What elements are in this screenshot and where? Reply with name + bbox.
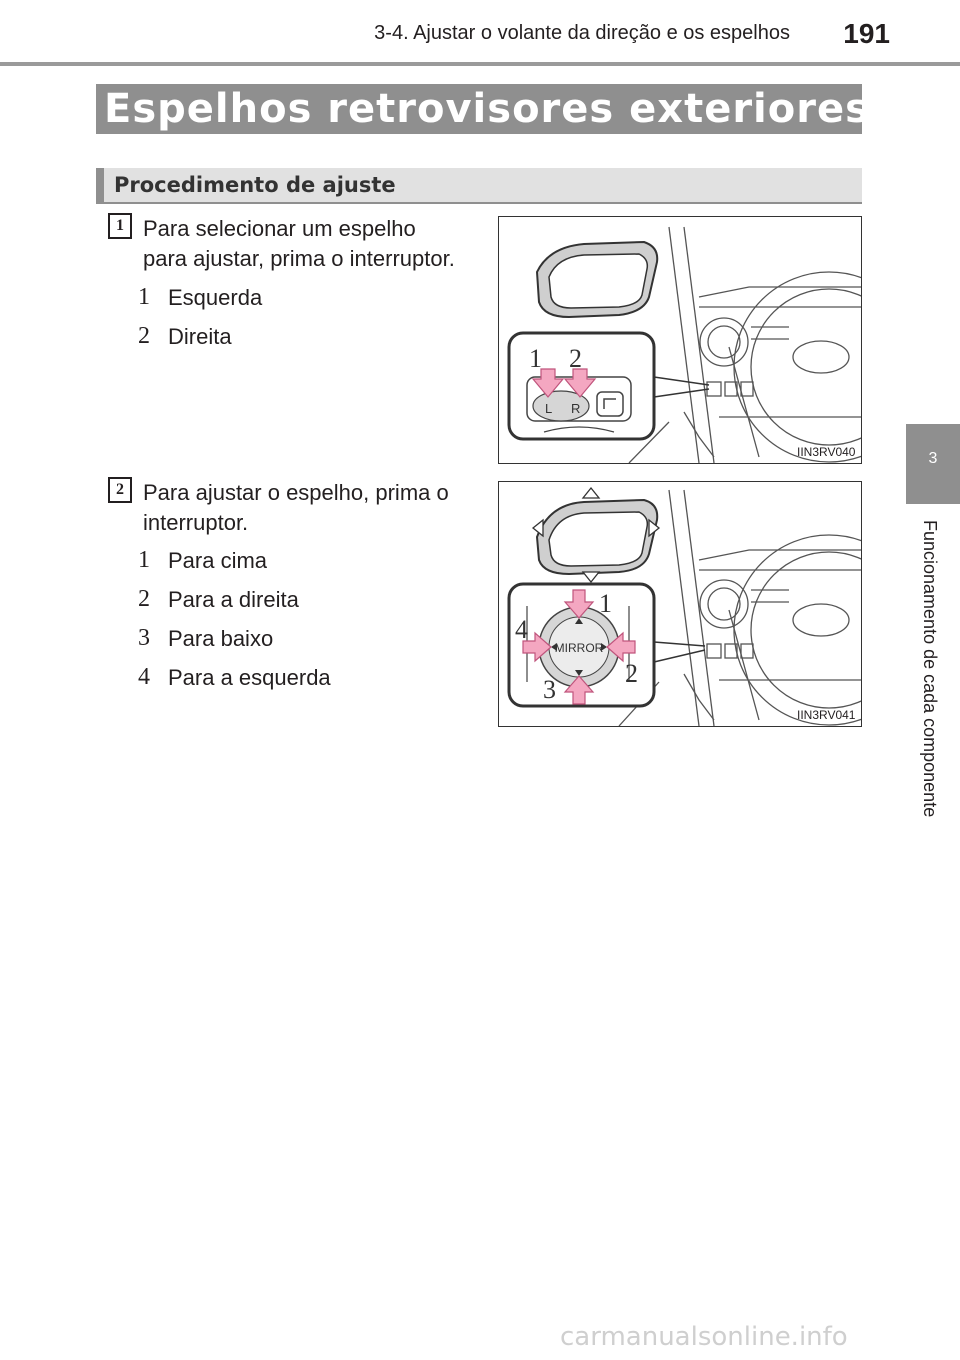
figure-id: IIN3RV040 [797,445,856,459]
chapter-label: Funcionamento de cada componente [920,520,940,818]
step-text-line: interruptor. [143,510,249,535]
section-title: Procedimento de ajuste [114,173,396,197]
list-item-number: 4 [138,664,150,690]
chapter-number: 3 [928,450,938,467]
switch-label-left: L [545,401,553,416]
switch-label-right: R [571,401,581,416]
list-item-label: Para cima [168,548,268,573]
page-number: 191 [843,18,890,49]
step-number-box: 1 [108,213,132,239]
list-item-label: Para a esquerda [168,665,331,690]
figure-mirror-adjust-illustration [499,482,861,726]
step-text-line: Para ajustar o espelho, prima o [143,480,449,505]
callout-number: 4 [515,615,528,644]
step-text-line: Para selecionar um espelho [143,216,416,241]
running-head: 3-4. Ajustar o volante da direção e os espelhos [374,22,790,44]
list-item-number: 2 [138,586,150,612]
step-text-line: para ajustar, prima o interruptor. [143,246,455,271]
list-item-number: 1 [138,547,150,573]
step-number-box: 2 [108,477,132,503]
callout-number: 1 [529,344,542,373]
header-rule [0,62,960,66]
list-item-number: 3 [138,625,150,651]
section-accent [96,168,104,202]
list-item-label: Esquerda [168,285,263,310]
page-title: Espelhos retrovisores exteriores [104,86,870,132]
figure-mirror-select [498,216,862,464]
figure-mirror-select-illustration [499,217,861,463]
switch-label-mirror: MIRROR [554,641,604,655]
figure-id: IIN3RV041 [797,708,856,722]
callout-number: 1 [599,589,612,618]
list-item-label: Para a direita [168,587,299,612]
figure-mirror-adjust [498,481,862,727]
list-item-label: Direita [168,324,232,349]
list-item-number: 2 [138,323,150,349]
callout-number: 3 [543,675,556,704]
callout-number: 2 [625,659,638,688]
watermark: carmanualsonline.info [560,1322,848,1352]
list-item-label: Para baixo [168,626,274,651]
list-item-number: 1 [138,284,150,310]
callout-number: 2 [569,344,582,373]
